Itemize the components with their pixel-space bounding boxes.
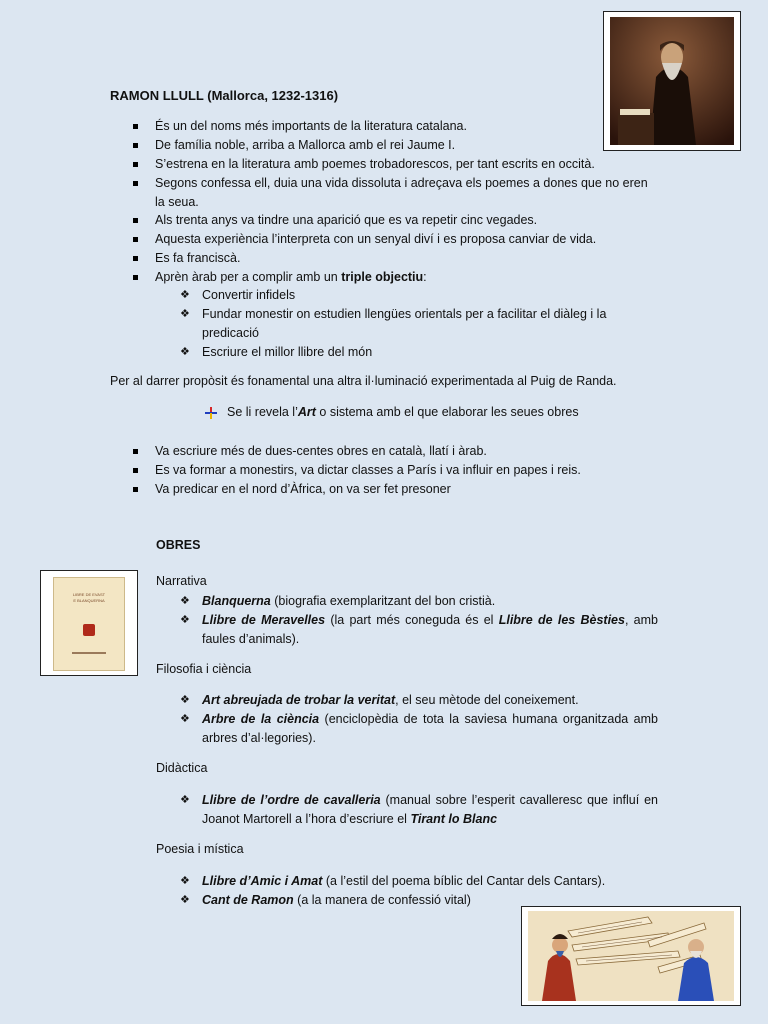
page-title: RAMON LLULL (Mallorca, 1232-1316) bbox=[110, 88, 339, 103]
puig-paragraph: Per al darrer propòsit és fonamental una altra il·luminació experimentada al Puig de Randa. bbox=[110, 374, 617, 388]
work-title: Blanquerna bbox=[202, 594, 271, 608]
diamond-bullet-icon: ❖ bbox=[180, 894, 190, 906]
work-arbre bbox=[202, 710, 658, 748]
book-cover-title-line1: LIBRE DE EVAST bbox=[72, 592, 106, 597]
diamond-bullet-icon: ❖ bbox=[180, 289, 190, 301]
list-item: Als trenta anys va tindre una aparició que es va repetir cinc vegades. bbox=[155, 211, 675, 230]
section-narrativa: Narrativa bbox=[156, 574, 207, 588]
diamond-bullet-icon: ❖ bbox=[180, 614, 190, 626]
list-item: Es fa franciscà. bbox=[155, 249, 675, 268]
art-italic: Art bbox=[297, 405, 316, 419]
work-title: Llibre de les Bèsties bbox=[498, 613, 625, 627]
list-item: És un del noms més importants de la literatura catalana. bbox=[155, 117, 675, 136]
diamond-bullet-icon: ❖ bbox=[180, 875, 190, 887]
work-desc: , amb faules d’animals). bbox=[202, 613, 658, 646]
objective-prefix: Aprèn àrab per a complir amb un bbox=[155, 270, 342, 284]
work-desc: (la part més coneguda és el bbox=[325, 613, 499, 627]
work-title: Arbre de la ciència bbox=[202, 712, 320, 726]
section-filosofia: Filosofia i ciència bbox=[156, 662, 252, 676]
work-art-abreujada bbox=[202, 691, 658, 710]
art-prefix: Se li revela l’ bbox=[227, 405, 298, 419]
manuscript-illustration bbox=[528, 911, 734, 1001]
objective-item: Convertir infidels bbox=[202, 288, 296, 302]
list-item-objective bbox=[155, 268, 675, 287]
work-title: Tirant lo Blanc bbox=[410, 812, 498, 826]
work-title: Llibre de l’ordre de cavalleria bbox=[202, 793, 381, 807]
art-suffix: o sistema amb el que elaborar les seues obres bbox=[315, 405, 579, 419]
work-meravelles bbox=[202, 611, 658, 649]
list-item: Segons confessa ell, duia una vida dissoluta i adreçava els poemes a dones que no eren la seua. bbox=[155, 174, 660, 212]
diamond-bullet-icon: ❖ bbox=[180, 346, 190, 358]
objective-bold: triple objectiu bbox=[341, 270, 424, 284]
book-publisher-mark bbox=[72, 652, 106, 654]
list-item: De família noble, arriba a Mallorca amb el rei Jaume I. bbox=[155, 136, 675, 155]
list-item: S’estrena en la literatura amb poemes trobadorescos, per tant escrits en occità. bbox=[155, 155, 675, 174]
list-item: Aquesta experiència l’interpreta con un senyal diví i es proposa canviar de vida. bbox=[155, 230, 675, 249]
work-title: Art abreujada de trobar la veritat bbox=[202, 693, 396, 707]
art-line bbox=[227, 405, 579, 419]
work-amic bbox=[202, 872, 658, 891]
objective-item: Escriure el millor llibre del món bbox=[202, 345, 373, 359]
work-desc: (enciclopèdia de tota la saviesa humana organitzada amb arbres d’al·legories). bbox=[202, 712, 658, 745]
diamond-bullet-icon: ❖ bbox=[180, 308, 190, 320]
cross-bullet-icon bbox=[204, 406, 218, 420]
list-item: Va predicar en el nord d’Àfrica, on va ser fet presoner bbox=[155, 480, 675, 499]
diamond-bullet-icon: ❖ bbox=[180, 595, 190, 607]
book-cover-image bbox=[40, 570, 138, 676]
work-blanquerna bbox=[202, 592, 658, 611]
book-emblem-icon bbox=[83, 624, 95, 636]
objective-suffix: : bbox=[423, 270, 427, 284]
work-desc: (manual sobre l’esperit cavalleresc que influí en Joanot Martorell a l’hora d’escriure el bbox=[202, 793, 659, 826]
book-cover-title-line2: E BLANQUERNA bbox=[73, 598, 105, 603]
work-title: Llibre d’Amic i Amat bbox=[202, 874, 323, 888]
objective-item: Fundar monestir on estudien llengües orientals per a facilitar el diàleg i la predicació bbox=[202, 307, 607, 340]
list-item: Va escriure més de dues-centes obres en català, llatí i àrab. bbox=[155, 442, 675, 461]
diamond-bullet-icon: ❖ bbox=[180, 694, 190, 706]
section-didactica: Didàctica bbox=[156, 761, 208, 775]
diamond-bullet-icon: ❖ bbox=[180, 713, 190, 725]
list-item: Es va formar a monestirs, va dictar classes a París i va influir en papes i reis. bbox=[155, 461, 675, 480]
diamond-bullet-icon: ❖ bbox=[180, 794, 190, 806]
work-desc: (biografia exemplaritzant del bon cristià. bbox=[270, 594, 496, 608]
work-cavalleria bbox=[202, 791, 658, 829]
work-title: Llibre de Meravelles bbox=[202, 613, 326, 627]
manuscript-image bbox=[521, 906, 741, 1006]
work-title: Cant de Ramon bbox=[202, 893, 294, 907]
work-desc: (a la manera de confessió vital) bbox=[293, 893, 471, 907]
section-poesia: Poesia i mística bbox=[156, 842, 244, 856]
work-desc: (a l’estil del poema bíblic del Cantar dels Cantars). bbox=[322, 874, 606, 888]
book-cover bbox=[53, 577, 125, 671]
works-heading: OBRES bbox=[156, 538, 201, 552]
work-desc: , el seu mètode del coneixement. bbox=[395, 693, 579, 707]
